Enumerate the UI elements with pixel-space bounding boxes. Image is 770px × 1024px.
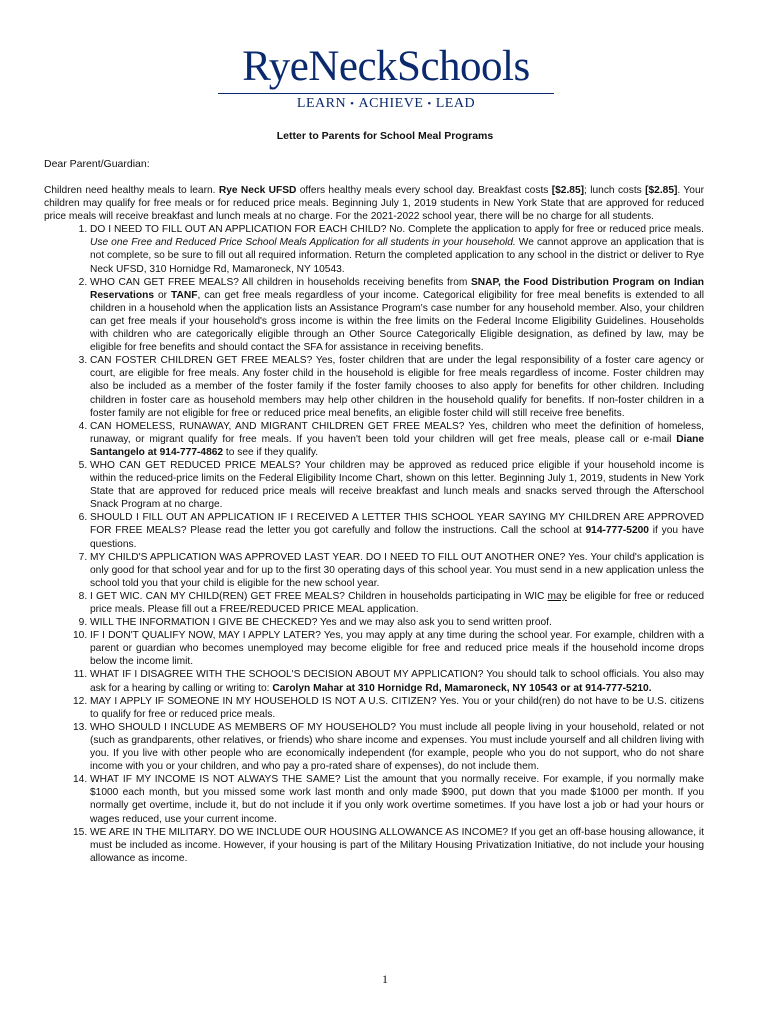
faq-item <box>90 616 704 629</box>
text-run: Diane Santangelo at 914-777-4862 <box>90 433 704 458</box>
faq-item <box>90 354 704 419</box>
text-run: . Your children may qualify for free meals or for reduced price meals. Beginning July 1, 2019 students in New York State that are approved for reduced price meals will receive breakfast and lunch meals at no charge. For the 2021-2022 school year, there will be no charge for all students. <box>44 185 705 223</box>
text-run: WHO CAN GET FREE MEALS? All children in households receiving benefits from <box>90 276 471 288</box>
text-run: may <box>547 590 567 602</box>
text-run: WHO SHOULD I INCLUDE AS MEMBERS OF MY HOUSEHOLD? You must include all people living in your household, related or not (such as grandparents, other relatives, or friends) who share income and expenses. You must include yourself and all children living with you. If you live with other people who are economically independent (for example, people who you do not support, who do not share income with you or your children, and who pay a pro-rated share of expenses), do not include them. <box>90 721 704 773</box>
text-run: WHO CAN GET REDUCED PRICE MEALS? Your children may be approved as reduced price eligible if your household income is within the reduced-price limits on the Federal Eligibility Income Chart, shown on this letter. Beginning July 1, 2019, students in New York State that are approved for reduced price meals will receive breakfast and lunch meals and snacks served through the Afterschool Snack Program at no charge. <box>90 459 704 511</box>
letter-body <box>44 184 704 865</box>
text-run: or <box>154 289 172 301</box>
logo-tagline <box>218 96 554 112</box>
text-run: DO I NEED TO FILL OUT AN APPLICATION FOR EACH CHILD? No. Complete the application to apply for free or reduced price meals. <box>90 224 704 236</box>
text-run: [$2.85] <box>645 185 678 196</box>
text-run: MAY I APPLY IF SOMEONE IN MY HOUSEHOLD IS NOT A U.S. CITIZEN? Yes. You or your child(ren) do not have to be U.S. citizens to qualify for free or reduced price meals. <box>90 695 704 720</box>
text-run: to see if they qualify. <box>223 446 319 458</box>
text-run: SNAP, the Food Distribution Program on Indian Reservations <box>90 276 704 301</box>
faq-item <box>90 668 704 694</box>
faq-item <box>90 551 704 590</box>
text-run: CAN FOSTER CHILDREN GET FREE MEALS? Yes, foster children that are under the legal responsibility of a foster care agency or court, are eligible for free meals. Any foster child in the household is eligible for free meals regardless of income. Foster children may also be included as a member of the foster family if the foster family chooses to also apply for benefits for other children. Including children in foster care as household members may help other children in the household qualify for benefits. If non-foster children in a foster family are not eligible for free or reduced price meal benefits, an eligible foster child will still receive free benefits. <box>90 355 704 419</box>
faq-item <box>90 826 704 865</box>
text-run: , can get free meals regardless of your income. Categorical eligibility for free meal benefits is extended to all children in a household when the application lists an Assistance Program's case number for any household member. Also, your children can get free meals if your household's gross income is within the free limits on the Federal Income Eligibility Guidelines. Households with children who are categorically eligible through an Other Source Categorically Eligible designation, as defined by law, may be eligible for free benefits and should contact the SFA for assistance in receiving benefits. <box>90 289 704 354</box>
text-run: TANF <box>171 289 198 301</box>
text-run: [$2.85] <box>551 185 585 196</box>
text-run: Children need healthy meals to learn. <box>44 185 219 196</box>
text-run: 914-777-5200 <box>585 525 649 537</box>
faq-item <box>90 695 704 721</box>
tagline-word: ACHIEVE <box>358 96 424 111</box>
text-run: be eligible for free or reduced price meals. Please fill out a FREE/REDUCED PRICE MEAL application. <box>90 590 704 615</box>
faq-item <box>90 223 704 275</box>
faq-item <box>90 459 704 511</box>
text-run: WILL THE INFORMATION I GIVE BE CHECKED? Yes and we may also ask you to send written proof. <box>90 617 552 629</box>
text-run: ; lunch costs <box>584 185 646 196</box>
text-run: We cannot approve an application that is not complete, so be sure to fill out all required information. Return the completed application to any school in the district or deliver to Rye Neck UFSD, 310 Hornidge Rd, Mamaroneck, NY 10543. <box>90 237 704 275</box>
faq-item <box>90 276 704 355</box>
text-run: Carolyn Mahar at 310 Hornidge Rd, Mamaroneck, NY 10543 or at 914-777-5210. <box>272 682 652 694</box>
text-run: WHAT IF I DISAGREE WITH THE SCHOOL'S DECISION ABOUT MY APPLICATION? You should talk to school officials. You also may ask for a hearing by calling or writing to: <box>90 669 704 694</box>
faq-item <box>90 629 704 668</box>
tagline-separator: • <box>427 98 432 110</box>
intro-paragraph <box>44 184 704 223</box>
faq-item <box>90 773 704 825</box>
logo-divider <box>218 93 554 94</box>
text-run: SHOULD I FILL OUT AN APPLICATION IF I RECEIVED A LETTER THIS SCHOOL YEAR SAYING MY CHILDREN ARE APPROVED FOR FREE MEALS? Please read the letter you got carefully and follow the instructions. Call the school at <box>90 512 704 537</box>
text-run: IF I DON'T QUALIFY NOW, MAY I APPLY LATER? Yes, you may apply at any time during the school year. For example, children with a parent or guardian who becomes unemployed may become eligible for free and reduced price meals if the household income drops below the income limit. <box>90 630 704 668</box>
text-run: WHAT IF MY INCOME IS NOT ALWAYS THE SAME? List the amount that you normally receive. For example, if you normally make $1000 each month, but you missed some work last month and only made $900, put down that you made $1000 per month. If you normally get overtime, include it, but do not include it if you only work overtime sometimes. If you have lost a job or had your hours or wages reduced, use your current income. <box>90 774 704 825</box>
faq-list <box>44 223 704 865</box>
tagline-word: LEAD <box>435 96 476 111</box>
text-run: CAN HOMELESS, RUNAWAY, AND MIGRANT CHILDREN GET FREE MEALS? Yes, children who meet the definition of homeless, runaway, or migrant qualify for free meals. If you haven't been told your children will get free meals, please call or e-mail <box>90 420 704 445</box>
faq-item <box>90 511 704 550</box>
page-number: 1 <box>382 972 388 986</box>
tagline-separator: • <box>350 98 355 110</box>
faq-item <box>90 420 704 459</box>
text-run: Rye Neck UFSD <box>218 185 297 196</box>
text-run: MY CHILD'S APPLICATION WAS APPROVED LAST YEAR. DO I NEED TO FILL OUT ANOTHER ONE? Yes. Your child's application is only good for that school year and for up to the first 30 operating days of this school year. You must send in a new application unless the school told you that your child is eligible for the new school year. <box>90 551 704 589</box>
logo-title: RyeNeckSchools <box>242 43 530 90</box>
letter-title: Letter to Parents for School Meal Programs <box>276 130 494 142</box>
tagline-word: LEARN <box>296 96 347 111</box>
rye-neck-schools-logo <box>218 44 554 112</box>
salutation: Dear Parent/Guardian: <box>44 158 150 170</box>
text-run: WE ARE IN THE MILITARY. DO WE INCLUDE OUR HOUSING ALLOWANCE AS INCOME? If you get an off-base housing allowance, it must be included as income. However, if your housing is part of the Military Housing Privatization Initiative, do not include your housing allowance as income. <box>90 826 704 864</box>
text-run: if you have questions. <box>90 525 704 550</box>
text-run: I GET WIC. CAN MY CHILD(REN) GET FREE MEALS? Children in households participating in WIC <box>90 590 548 602</box>
text-run: Use one Free and Reduced Price School Meals Application for all students in your household. <box>90 237 516 249</box>
faq-item <box>90 721 704 773</box>
text-run: offers healthy meals every school day. Breakfast costs <box>296 185 552 196</box>
faq-item <box>90 590 704 616</box>
